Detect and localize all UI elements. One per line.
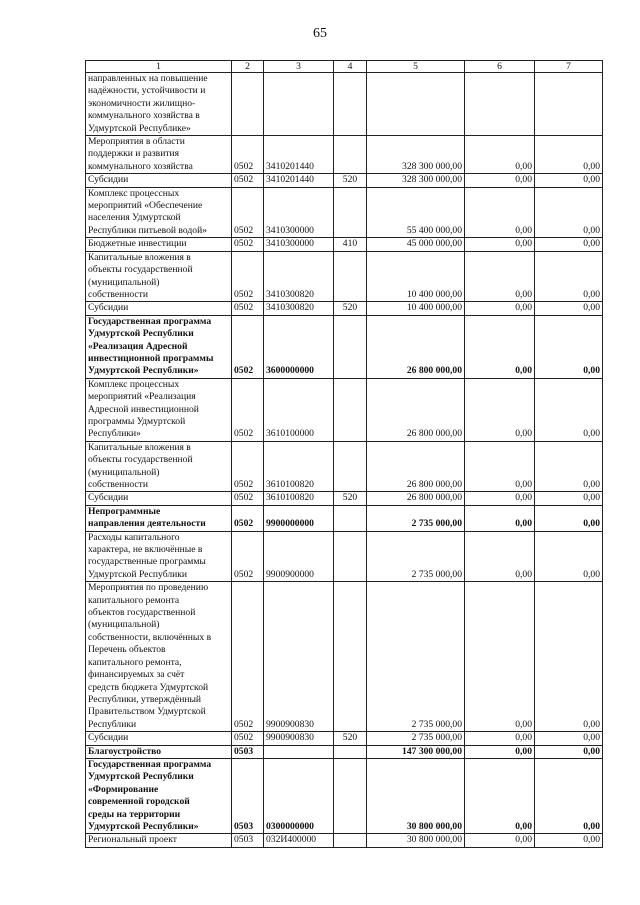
- expense-type-cell: [334, 251, 367, 302]
- budget-table: [85, 60, 603, 848]
- amount-col7-cell: 0,00: [535, 187, 603, 238]
- amount-cell: 2 735 000,00: [367, 531, 465, 582]
- amount-col7-cell: 0,00: [535, 238, 603, 251]
- column-header: 2: [232, 61, 264, 73]
- expense-name-cell: Бюджетные инвестиции: [86, 238, 232, 251]
- amount-col7-cell: 0,00: [535, 315, 603, 378]
- section-code-cell: 0503: [232, 834, 264, 847]
- expense-type-cell: [334, 187, 367, 238]
- amount-col6-cell: 0,00: [465, 187, 535, 238]
- section-code-cell: 0503: [232, 758, 264, 833]
- amount-cell: 55 400 000,00: [367, 187, 465, 238]
- amount-col6-cell: 0,00: [465, 238, 535, 251]
- amount-col7-cell: 0,00: [535, 745, 603, 758]
- section-code-cell: 0502: [232, 302, 264, 315]
- amount-cell: 26 800 000,00: [367, 441, 465, 492]
- target-article-cell: 3610100820: [264, 441, 334, 492]
- amount-col6-cell: 0,00: [465, 732, 535, 745]
- expense-type-cell: 520: [334, 492, 367, 505]
- table-row: [86, 505, 603, 531]
- amount-col6-cell: 0,00: [465, 758, 535, 833]
- amount-col6-cell: 0,00: [465, 136, 535, 174]
- target-article-cell: 3600000000: [264, 315, 334, 378]
- section-code-cell: [232, 73, 264, 136]
- amount-cell: 26 800 000,00: [367, 492, 465, 505]
- target-article-cell: 3410300820: [264, 251, 334, 302]
- amount-col6-cell: 0,00: [465, 441, 535, 492]
- section-code-cell: 0502: [232, 174, 264, 187]
- expense-name-cell: Субсидии: [86, 492, 232, 505]
- amount-cell: 2 735 000,00: [367, 505, 465, 531]
- amount-col6-cell: 0,00: [465, 174, 535, 187]
- amount-col7-cell: 0,00: [535, 136, 603, 174]
- table-header-row: [86, 61, 603, 73]
- target-article-cell: 032И400000: [264, 834, 334, 847]
- amount-col6-cell: 0,00: [465, 834, 535, 847]
- amount-cell: 45 000 000,00: [367, 238, 465, 251]
- column-header: 5: [367, 61, 465, 73]
- expense-name-cell: Капитальные вложения в объекты государственной (муниципальной) собственности: [86, 441, 232, 492]
- amount-col7-cell: 0,00: [535, 302, 603, 315]
- amount-cell: 10 400 000,00: [367, 302, 465, 315]
- expense-type-cell: [334, 136, 367, 174]
- table-row: [86, 732, 603, 745]
- section-code-cell: 0502: [232, 505, 264, 531]
- amount-col7-cell: 0,00: [535, 378, 603, 441]
- table-row: [86, 302, 603, 315]
- section-code-cell: 0502: [232, 251, 264, 302]
- amount-cell: 30 800 000,00: [367, 834, 465, 847]
- column-header: 6: [465, 61, 535, 73]
- section-code-cell: 0502: [232, 136, 264, 174]
- section-code-cell: 0502: [232, 378, 264, 441]
- amount-col6-cell: 0,00: [465, 582, 535, 732]
- target-article-cell: 3410300000: [264, 238, 334, 251]
- expense-type-cell: [334, 531, 367, 582]
- expense-type-cell: [334, 73, 367, 136]
- expense-type-cell: [334, 745, 367, 758]
- amount-cell: 26 800 000,00: [367, 315, 465, 378]
- column-header: 4: [334, 61, 367, 73]
- amount-col7-cell: 0,00: [535, 732, 603, 745]
- target-article-cell: [264, 73, 334, 136]
- amount-col7-cell: [535, 73, 603, 136]
- amount-col6-cell: 0,00: [465, 505, 535, 531]
- section-code-cell: 0502: [232, 315, 264, 378]
- expense-type-cell: [334, 834, 367, 847]
- target-article-cell: 3410201440: [264, 136, 334, 174]
- expense-type-cell: [334, 505, 367, 531]
- amount-cell: 328 300 000,00: [367, 174, 465, 187]
- expense-type-cell: [334, 582, 367, 732]
- section-code-cell: 0502: [232, 441, 264, 492]
- expense-type-cell: [334, 758, 367, 833]
- column-header: 3: [264, 61, 334, 73]
- section-code-cell: 0502: [232, 187, 264, 238]
- table-row: [86, 238, 603, 251]
- expense-name-cell: Комплекс процессных мероприятий «Реализация Адресной инвестиционной программы Удмуртской Республики»: [86, 378, 232, 441]
- expense-name-cell: Мероприятия по проведению капитального ремонта объектов государственной (муниципальной) собственности, включённых в Перечень объектов капитального ремонта, финансируемых за счёт средств бюджета Удмуртской Республики, утверждённый Правительством Удмуртской Республики: [86, 582, 232, 732]
- expense-name-cell: Субсидии: [86, 174, 232, 187]
- amount-col7-cell: 0,00: [535, 582, 603, 732]
- target-article-cell: 9900900000: [264, 531, 334, 582]
- column-header: 7: [535, 61, 603, 73]
- table-row: [86, 251, 603, 302]
- column-header: 1: [86, 61, 232, 73]
- section-code-cell: 0502: [232, 582, 264, 732]
- section-code-cell: 0502: [232, 732, 264, 745]
- page-number: 65: [313, 26, 327, 41]
- section-code-cell: 0502: [232, 492, 264, 505]
- amount-col7-cell: 0,00: [535, 531, 603, 582]
- expense-name-cell: Субсидии: [86, 732, 232, 745]
- expense-name-cell: Капитальные вложения в объекты государственной (муниципальной) собственности: [86, 251, 232, 302]
- amount-col6-cell: 0,00: [465, 378, 535, 441]
- table-row: [86, 441, 603, 492]
- amount-col6-cell: 0,00: [465, 251, 535, 302]
- expense-name-cell: Государственная программа Удмуртской Республики «Реализация Адресной инвестиционной программы Удмуртской Республики»: [86, 315, 232, 378]
- amount-cell: 147 300 000,00: [367, 745, 465, 758]
- table-row: [86, 531, 603, 582]
- amount-cell: 30 800 000,00: [367, 758, 465, 833]
- amount-col6-cell: 0,00: [465, 302, 535, 315]
- expense-name-cell: Расходы капитального характера, не включённые в государственные программы Удмуртской Республики: [86, 531, 232, 582]
- amount-cell: 328 300 000,00: [367, 136, 465, 174]
- amount-cell: [367, 73, 465, 136]
- expense-type-cell: 410: [334, 238, 367, 251]
- expense-name-cell: направленных на повышение надёжности, устойчивости и экономичности жилищно- коммунального хозяйства в Удмуртской Республике»: [86, 73, 232, 136]
- table-row: [86, 745, 603, 758]
- amount-col6-cell: 0,00: [465, 745, 535, 758]
- amount-col6-cell: 0,00: [465, 492, 535, 505]
- amount-cell: 2 735 000,00: [367, 732, 465, 745]
- table-row: [86, 378, 603, 441]
- amount-cell: 26 800 000,00: [367, 378, 465, 441]
- section-code-cell: 0502: [232, 531, 264, 582]
- target-article-cell: 3410300000: [264, 187, 334, 238]
- table-row: [86, 315, 603, 378]
- amount-col7-cell: 0,00: [535, 834, 603, 847]
- amount-col7-cell: 0,00: [535, 492, 603, 505]
- expense-name-cell: Комплекс процессных мероприятий «Обеспечение населения Удмуртской Республики питьевой водой»: [86, 187, 232, 238]
- table-row: [86, 187, 603, 238]
- amount-col6-cell: 0,00: [465, 315, 535, 378]
- expense-name-cell: Благоустройство: [86, 745, 232, 758]
- amount-col6-cell: 0,00: [465, 531, 535, 582]
- target-article-cell: 3410300820: [264, 302, 334, 315]
- target-article-cell: 9900900830: [264, 582, 334, 732]
- section-code-cell: 0502: [232, 238, 264, 251]
- table-row: [86, 174, 603, 187]
- expense-name-cell: Региональный проект: [86, 834, 232, 847]
- expense-type-cell: 520: [334, 302, 367, 315]
- table-row: [86, 834, 603, 847]
- expense-name-cell: Мероприятия в области поддержки и развития коммунального хозяйства: [86, 136, 232, 174]
- expense-type-cell: 520: [334, 732, 367, 745]
- expense-name-cell: Непрограммные направления деятельности: [86, 505, 232, 531]
- amount-cell: 2 735 000,00: [367, 582, 465, 732]
- amount-cell: 10 400 000,00: [367, 251, 465, 302]
- target-article-cell: [264, 745, 334, 758]
- amount-col7-cell: 0,00: [535, 441, 603, 492]
- table-row: [86, 758, 603, 833]
- table-row: [86, 492, 603, 505]
- amount-col7-cell: 0,00: [535, 174, 603, 187]
- amount-col7-cell: 0,00: [535, 251, 603, 302]
- expense-type-cell: [334, 378, 367, 441]
- amount-col6-cell: [465, 73, 535, 136]
- target-article-cell: 9900900830: [264, 732, 334, 745]
- table-row: [86, 136, 603, 174]
- expense-name-cell: Государственная программа Удмуртской Республики «Формирование современной городской среды на территории Удмуртской Республики»: [86, 758, 232, 833]
- expense-type-cell: [334, 441, 367, 492]
- target-article-cell: 3410201440: [264, 174, 334, 187]
- target-article-cell: 9900000000: [264, 505, 334, 531]
- section-code-cell: 0503: [232, 745, 264, 758]
- target-article-cell: 0300000000: [264, 758, 334, 833]
- expense-type-cell: 520: [334, 174, 367, 187]
- table-row: [86, 73, 603, 136]
- amount-col7-cell: 0,00: [535, 758, 603, 833]
- amount-col7-cell: 0,00: [535, 505, 603, 531]
- target-article-cell: 3610100820: [264, 492, 334, 505]
- expense-type-cell: [334, 315, 367, 378]
- expense-name-cell: Субсидии: [86, 302, 232, 315]
- target-article-cell: 3610100000: [264, 378, 334, 441]
- table-row: [86, 582, 603, 732]
